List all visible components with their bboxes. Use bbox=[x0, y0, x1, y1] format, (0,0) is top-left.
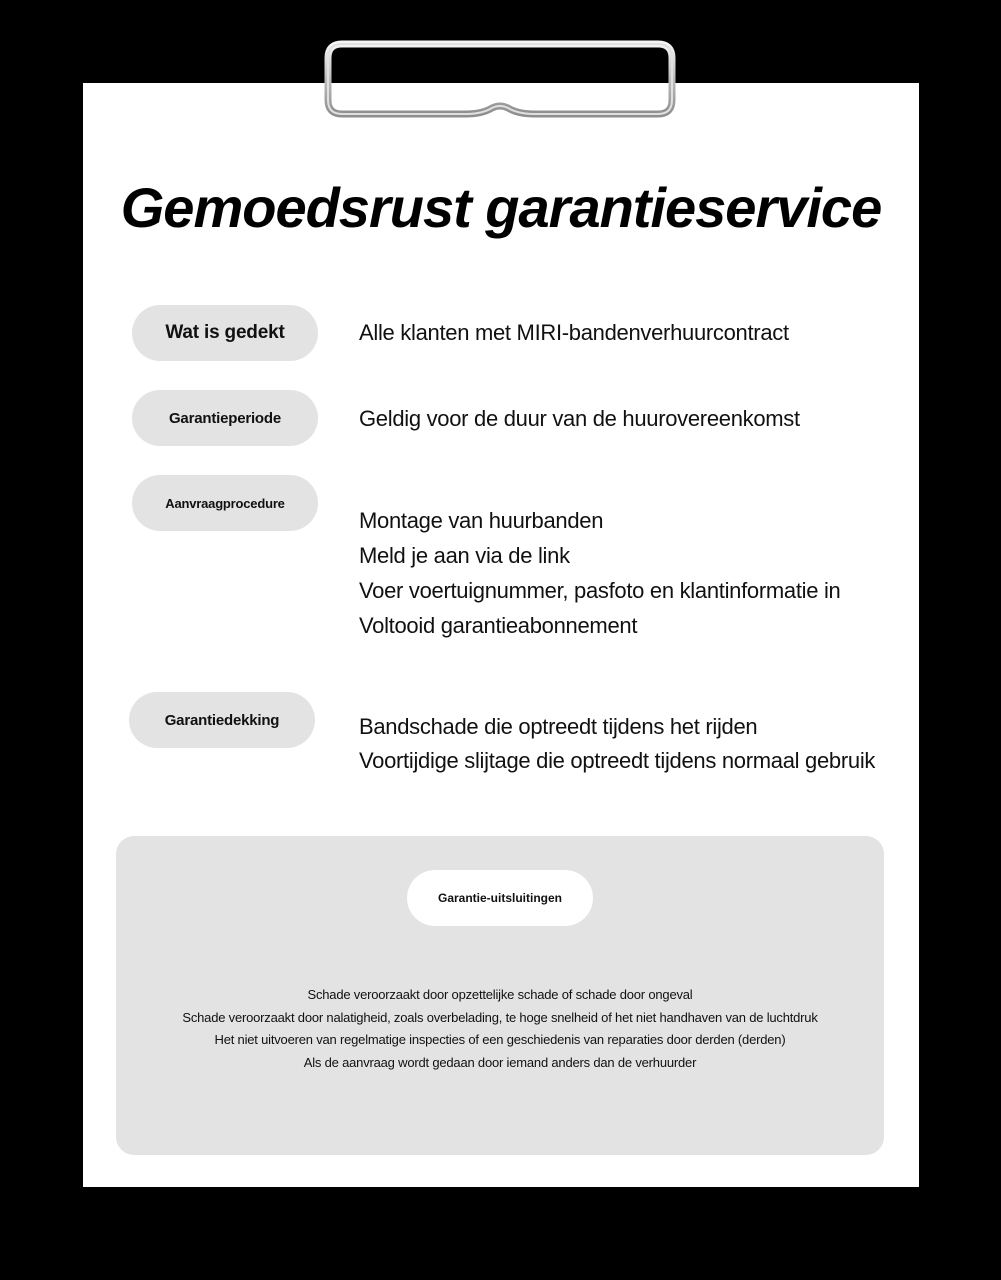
value-line: Geldig voor de duur van de huurovereenkomst bbox=[359, 406, 800, 431]
value-line: Bandschade die optreedt tijdens het rijden bbox=[359, 714, 758, 739]
label-text: Garantieperiode bbox=[168, 409, 282, 427]
label-application-procedure bbox=[132, 475, 318, 531]
value-warranty-period bbox=[359, 401, 800, 436]
label-text: Garantiedekking bbox=[164, 711, 280, 729]
value-line: Montage van huurbanden bbox=[359, 508, 604, 533]
exclusions-list bbox=[116, 984, 884, 1074]
exclusions-panel bbox=[116, 836, 884, 1155]
exclusion-item: Schade veroorzaakt door nalatigheid, zoals overbelading, te hoge snelheid of het niet handhaven van de luchtdruk bbox=[182, 1009, 818, 1025]
value-warranty-coverage bbox=[359, 710, 875, 778]
label-text: Aanvraagprocedure bbox=[165, 495, 285, 511]
value-line: Voer voertuignummer, pasfoto en klantinformatie in bbox=[359, 578, 841, 603]
label-what-is-covered bbox=[132, 305, 318, 361]
value-line: Voortijdige slijtage die optreedt tijdens normaal gebruik bbox=[359, 748, 876, 773]
label-warranty-period bbox=[132, 390, 318, 446]
exclusion-item: Als de aanvraag wordt gedaan door iemand anders dan de verhuurder bbox=[303, 1054, 697, 1070]
page-title: Gemoedsrust garantieservice bbox=[120, 176, 882, 239]
label-text: Garantie-uitsluitingen bbox=[437, 891, 562, 905]
value-line: Voltooid garantieabonnement bbox=[359, 613, 638, 638]
exclusion-item: Het niet uitvoeren van regelmatige inspecties of een geschiedenis van reparaties door derden (derden) bbox=[214, 1032, 786, 1047]
exclusion-item: Schade veroorzaakt door opzettelijke schade of schade door ongeval bbox=[307, 987, 693, 1002]
value-line: Meld je aan via de link bbox=[359, 543, 570, 568]
clipboard-clip-icon bbox=[322, 38, 678, 128]
value-what-is-covered bbox=[359, 315, 789, 350]
label-text: Wat is gedekt bbox=[165, 322, 285, 343]
value-line: Alle klanten met MIRI-bandenverhuurcontract bbox=[359, 320, 789, 345]
exclusions-label bbox=[407, 870, 593, 926]
label-warranty-coverage bbox=[129, 692, 315, 748]
value-application-procedure bbox=[359, 503, 841, 643]
